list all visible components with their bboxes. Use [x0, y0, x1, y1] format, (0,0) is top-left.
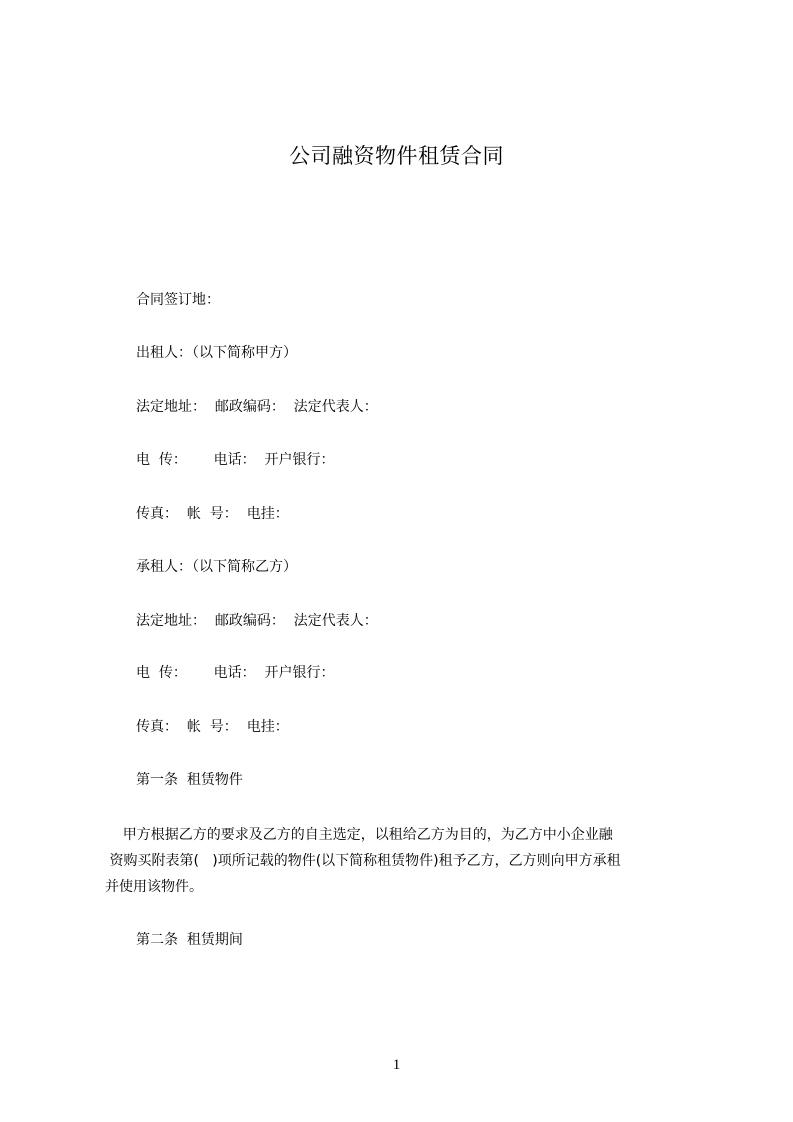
lessor-fax-line: 传真： 帐 号： 电挂： — [136, 506, 289, 522]
paragraph-line: 甲方根据乙方的要求及乙方的自主选定，以租给乙方为目的，为乙方中小企业融 — [105, 827, 613, 843]
contract-place-line: 合同签订地： — [136, 292, 220, 308]
lessor-telex-line: 电 传： 电话： 开户银行： — [136, 452, 335, 468]
lessee-address-line: 法定地址： 邮政编码： 法定代表人： — [136, 613, 378, 629]
lessor-line: 出租人：（以下简称甲方） — [136, 345, 297, 361]
lessor-address-line: 法定地址： 邮政编码： 法定代表人： — [136, 399, 378, 415]
article-one-paragraph — [105, 822, 705, 900]
paragraph-line: 并使用该物件。 — [105, 879, 203, 895]
lessee-fax-line: 传真： 帐 号： 电挂： — [136, 719, 289, 735]
article-two-heading: 第二条 租赁期间 — [136, 932, 243, 948]
paragraph-line: 资购买附表第( )项所记载的物件(以下简称租赁物件)租予乙方，乙方则向甲方承租 — [105, 853, 621, 869]
article-one-heading: 第一条 租赁物件 — [136, 772, 243, 788]
document-title: 公司融资物件租赁合同 — [289, 144, 504, 168]
lessee-line: 承租人：（以下简称乙方） — [136, 559, 297, 575]
page-number: 1 — [392, 1057, 401, 1073]
lessee-telex-line: 电 传： 电话： 开户银行： — [136, 665, 335, 681]
